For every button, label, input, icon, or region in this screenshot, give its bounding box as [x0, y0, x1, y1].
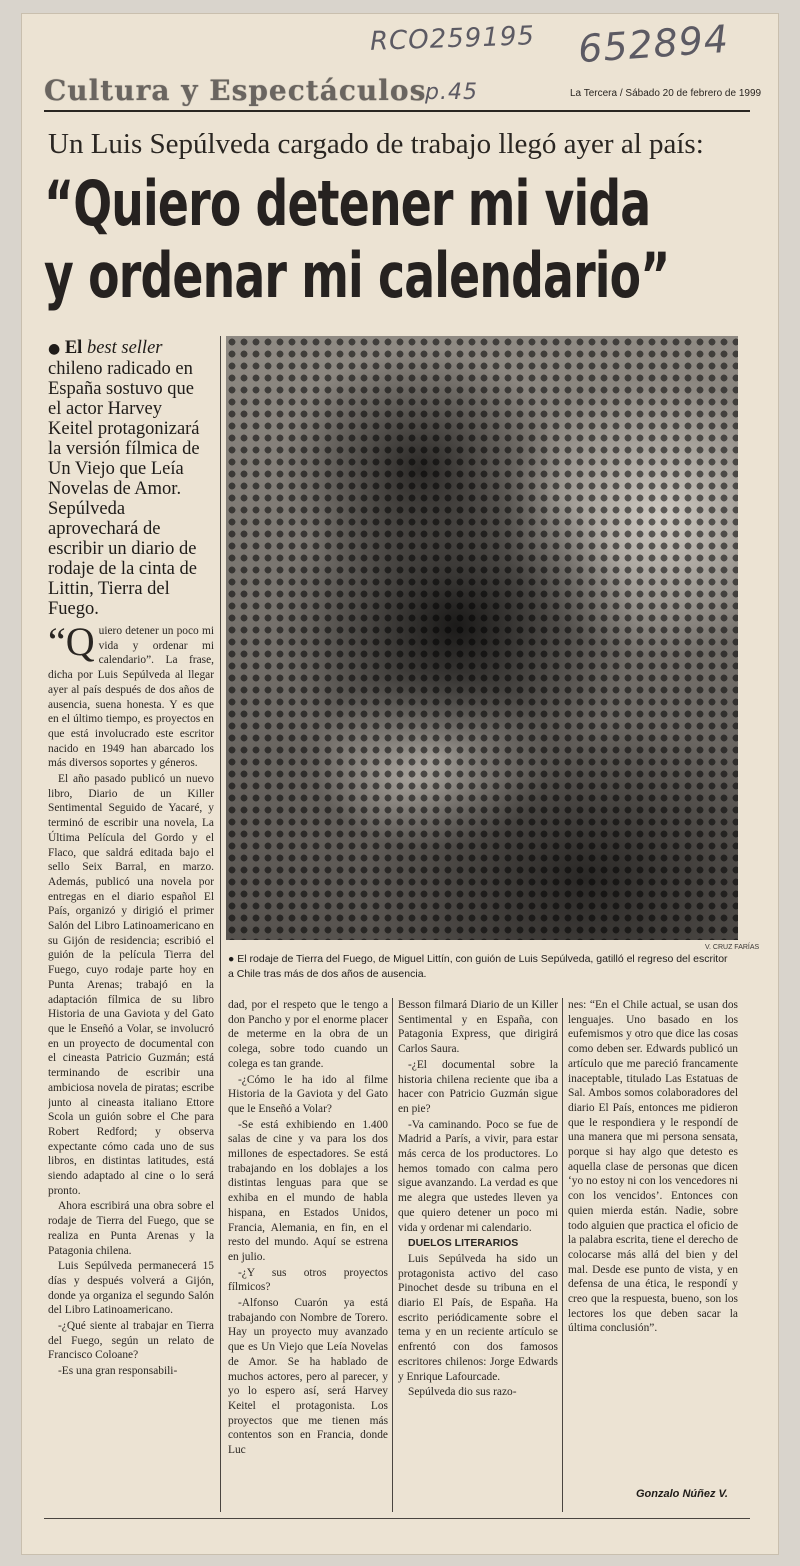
- paragraph: -¿Y sus otros proyectos fílmicos?: [228, 1266, 388, 1294]
- dateline: La Tercera / Sábado 20 de febrero de 1999: [570, 88, 762, 99]
- paragraph: Sepúlveda dio sus razo-: [408, 1386, 517, 1399]
- page-note: p.45: [425, 80, 478, 105]
- paragraph: Besson filmará Diario de un Killer Sentimental y en España, con Patagonia Express, que dirigirá Carlos Saura.: [398, 999, 558, 1056]
- archive-number: 652894: [576, 16, 731, 72]
- paragraph: nes: “En el Chile actual, se usan dos lenguajes. Uno basado en los eufemismos y otro que dice las cosas como deben ser. Edwards publicó un artículo que me pareció francamente inaceptable, titulado Las Estatuas de Sal. Ambos somos colaboradores del diario El País, entonces me pidieron que le respondiera y le respondí de una manera que mi persona sensata, porque si hay algo que detesto es aquella clase de personas que dicen ‘yo no estoy ni con los vencedores ni con los vencidos’. Entonces con quien mierda están. Nadie, sobre todo alguien que practica el oficio de la palabra escrita, tiene el derecho de colocarse más allá del bien y del mal. Desde ese punto de vista, y en defensa de una ética, le respondí y creo que la respuesta, bueno, son los lectores los que deben sacar la última conclusión”.: [568, 999, 738, 1335]
- deck-lead: El: [64, 338, 83, 358]
- paragraph-text: uiero detener un poco mi vida y ordenar mi calendario”. La frase, dicha por Luis Sepúlveda al llegar ayer al país después de dos años de ausencia, suena honesta. Y es que en el último tiempo, es proyectos en que está involucrado este escritor nacido en 1949 han abarcado los más diversos soportes y géneros.: [48, 625, 214, 770]
- kicker: Un Luis Sepúlveda cargado de trabajo llegó ayer al país:: [48, 128, 704, 160]
- paragraph: Luis Sepúlveda permanecerá 15 días y después volverá a Gijón, donde ya organiza el segundo Salón del Libro Latinoamericano.: [48, 1260, 214, 1317]
- column-divider: [220, 336, 221, 1512]
- drop-cap: “Q: [48, 624, 95, 664]
- deck: [48, 338, 210, 619]
- paragraph: dad, por el respeto que le tengo a don Pancho y por el enorme placer de meterme en la obra de un colega, sobre todo cuando un colega es tan grande.: [228, 999, 388, 1070]
- paragraph: -¿Cómo le ha ido al filme Historia de la Gaviota y del Gato que le Enseñó a Volar?: [228, 1073, 388, 1115]
- column-divider: [392, 998, 393, 1512]
- photo-caption: [228, 952, 736, 982]
- footer-rule: [44, 1518, 750, 1519]
- archive-code: RCO259195: [369, 21, 536, 57]
- photo-credit: V. CRUZ FARÍAS: [705, 944, 760, 951]
- paragraph: -Va caminando. Poco se fue de Madrid a París, a vivir, para estar más cerca de los productores. Lo hemos tomado con calma pero sigue avanzando. La verdad es que me alegra que ustedes lleven ya que quiero detener un poco mi vida y ordenar mi calendario.: [398, 1118, 558, 1234]
- column-divider: [562, 998, 563, 1512]
- byline: Gonzalo Núñez V.: [636, 1488, 728, 1500]
- body-column-2: [228, 998, 388, 1512]
- caption-bullet-icon: ●: [228, 953, 235, 965]
- paragraph: Luis Sepúlveda ha sido un protagonista activo del caso Pinochet desde su tribuna en el diario El País, de España. Ha escrito periódicamente sobre el tema y en un reciente artículo se enfrentó con dos famosos escritores chilenos: Jorge Edwards y Enrique Lafourcade.: [398, 1252, 558, 1383]
- paragraph: -¿Qué siente al trabajar en Tierra del Fuego, según un relato de Francisco Coloane?: [48, 1320, 214, 1362]
- body-column-4: [568, 998, 738, 1512]
- subhead: DUELOS LITERARIOS: [408, 1237, 519, 1250]
- headline-line-2: y ordenar mi calendario”: [44, 239, 670, 312]
- paragraph: Ahora escribirá una obra sobre el rodaje de Tierra del Fuego, que se realiza en Punta Arenas y la Patagonia chilena.: [48, 1200, 214, 1257]
- deck-italic: best seller: [86, 338, 163, 358]
- headline-line-1: “Quiero detener mi vida: [44, 167, 651, 240]
- bullet-icon: ●: [48, 341, 61, 357]
- paragraph: El año pasado publicó un nuevo libro, Diario de un Killer Sentimental Seguido de Yacaré, y terminó de escribir una novela, La Última Película del Gordo y el Flaco, que saldrá editada bajo el sello Seix Barral, en marzo. Además, publicó una novela por entregas en el diario español El País, organizó y dirigió el primer Salón del Libro Latinoamericano en su Gijón de residencia; escribió el guión de la película Tierra del Fuego, cuyo rodaje parte hoy en Punta Arenas; trabajó en la adaptación fílmica de su libro Historia de una Gaviota y del Gato que le Enseñó a Volar, se involucró en un proyecto de documental con el cineasta Patricio Guzmán; está terminando de escribir una ambiciosa novela de piratas; escribe junto al cineasta italiano Ettore Scola un guión sobre el Che para Robert Redford; y observa expectante cómo cada uno de sus libros, en distintas latitudes, está siendo adaptado al cine o lo será pronto.: [48, 773, 214, 1197]
- header-rule: [44, 110, 750, 112]
- body-column-3: [398, 998, 558, 1512]
- caption-text: El rodaje de Tierra del Fuego, de Miguel Littín, con guión de Luis Sepúlveda, gatilló el regreso del escritor a Chile tras más de dos años de ausencia.: [228, 953, 728, 980]
- paragraph: -¿El documental sobre la historia chilena reciente que iba a hacer con Patricio Guzmán sigue en pie?: [398, 1058, 558, 1115]
- body-column-1: [48, 624, 214, 1514]
- photo: [226, 336, 738, 940]
- paragraph: -Es una gran responsabili-: [58, 1365, 178, 1378]
- deck-text: chileno radicado en España sostuvo que el actor Harvey Keitel protagonizará la versión fílmica de Un Viejo que Leía Novelas de Amor. Sepúlveda aprovechará de escribir un diario de rodaje de la cinta de Littin, Tierra del Fuego.: [48, 359, 200, 619]
- section-title: Cultura y Espectáculos: [44, 74, 427, 107]
- paragraph: [48, 624, 214, 771]
- paragraph: -Alfonso Cuarón ya está trabajando con Nombre de Torero. Hay un proyecto muy avanzado que es Un Viejo que Leía Novelas de Amor. Se ha hablado de muchos actores, pero al parecer, y yo lo espero así, será Harvey Keitel el protagonista. Los proyectos que me tienen más contentos son en Francia, donde Luc: [228, 1297, 388, 1457]
- paragraph: -Se está exhibiendo en 1.400 salas de cine y va para los dos millones de espectadores. Se está trabajando en los doblajes a los distintas lenguas para que se exhiba en el mundo de habla hispana, en Estados Unidos, Francia, Alemania, en fin, en el resto del mundo. Aquí se estrena en julio.: [228, 1118, 388, 1263]
- headline: [44, 167, 670, 312]
